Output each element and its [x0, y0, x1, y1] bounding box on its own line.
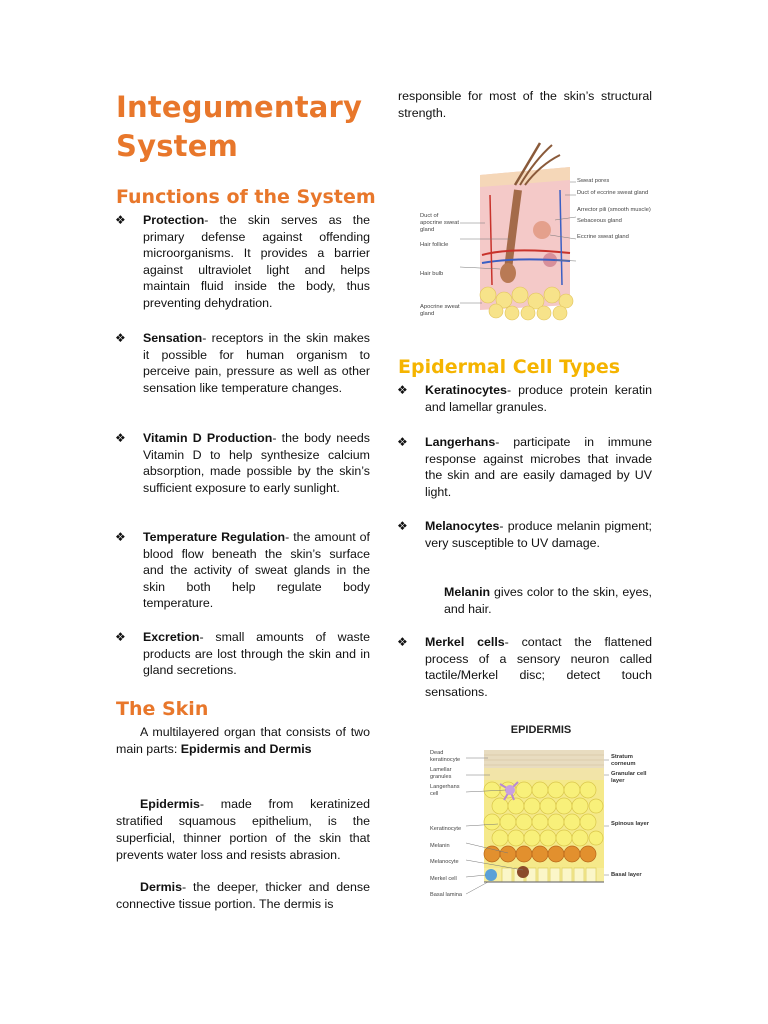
function-item-temperature: ❖ Temperature Regulation- the amount of blood flow beneath the skin’s surface and the activity of sweat glands in the skin both help regulate body temperature.	[115, 530, 370, 610]
cell-item-merkel: ❖ Merkel cells- contact the flattened process of a sensory neuron called tactile/Merkel disc; detect touch sensations.	[397, 635, 652, 699]
function-item-excretion: ❖ Excretion- small amounts of waste products are lost through the skin and in gland secretions.	[115, 630, 370, 677]
dermis-paragraph: Dermis- the deeper, thicker and dense connective tissue portion. The dermis is	[116, 880, 370, 911]
epidermis-diagram	[428, 720, 654, 904]
cell-item-langerhans: ❖ Langerhans- participate in immune response against microbes that invade the skin and are easily damaged by UV light.	[397, 435, 652, 499]
diamond-bullet-icon: ❖	[397, 383, 408, 397]
epidermis-figure-title: EPIDERMIS	[510, 724, 572, 736]
skin-heading: The Skin	[116, 698, 209, 720]
skin-intro: A multilayered organ that consists of two main parts: Epidermis and Dermis	[116, 725, 370, 756]
dermis-continued: responsible for most of the skin’s structural strength.	[398, 89, 652, 120]
diamond-bullet-icon: ❖	[115, 630, 126, 644]
epidermis-labels-right: Stratum corneum Granular cell layer Spinous layer Basal layer	[611, 754, 650, 878]
function-item-protection: ❖ Protection- the skin serves as the primary defense against offending microorganisms. It provides a barrier against ultraviolet light and helps maintain fluid inside the body, thus preventing dehydration.	[115, 213, 370, 310]
diamond-bullet-icon: ❖	[115, 530, 126, 544]
diamond-bullet-icon: ❖	[397, 435, 408, 449]
skin-diagram	[420, 135, 660, 330]
skin-labels-left: Duct of apocrine sweat gland Hair follicle Hair bulb Apocrine sweat gland	[420, 213, 460, 317]
diamond-bullet-icon: ❖	[115, 431, 126, 445]
functions-heading: Functions of the System	[116, 186, 376, 208]
diamond-bullet-icon: ❖	[115, 213, 126, 227]
epidermis-labels-left: Dead keratinocyte Lamellar granules Langerhans cell Keratinocyte Melanin Melanocyte Merkel cell Basal lamina	[430, 750, 463, 898]
cell-item-keratinocytes: ❖ Keratinocytes- produce protein keratin and lamellar granules.	[397, 383, 652, 414]
melanin-note: Melanin gives color to the skin, eyes, and hair.	[444, 585, 652, 616]
diamond-bullet-icon: ❖	[397, 519, 408, 533]
function-item-vitamin-d: ❖ Vitamin D Production- the body needs Vitamin D to help synthesize calcium absorption, made possible by the skin’s sufficient exposure to early sunlight.	[115, 431, 370, 495]
diamond-bullet-icon: ❖	[397, 635, 408, 649]
function-item-sensation: ❖ Sensation- receptors in the skin makes it possible for human organism to perceive pain, pressure as well as other sensation like temperature changes.	[115, 331, 370, 395]
skin-labels-right: Sweat pores Duct of eccrine sweat gland Arrector pili (smooth muscle) Sebaceous gland Eccrine sweat gland	[577, 178, 651, 240]
epidermal-heading: Epidermal Cell Types	[398, 356, 621, 378]
diamond-bullet-icon: ❖	[115, 331, 126, 345]
epidermis-paragraph: Epidermis- made from keratinized stratified squamous epithelium, is the superficial, thinner portion of the skin that prevents water loss and resists abrasion.	[116, 797, 370, 862]
cell-item-melanocytes: ❖ Melanocytes- produce melanin pigment; very susceptible to UV damage.	[397, 519, 652, 550]
page-title: Integumentary System	[116, 90, 363, 163]
